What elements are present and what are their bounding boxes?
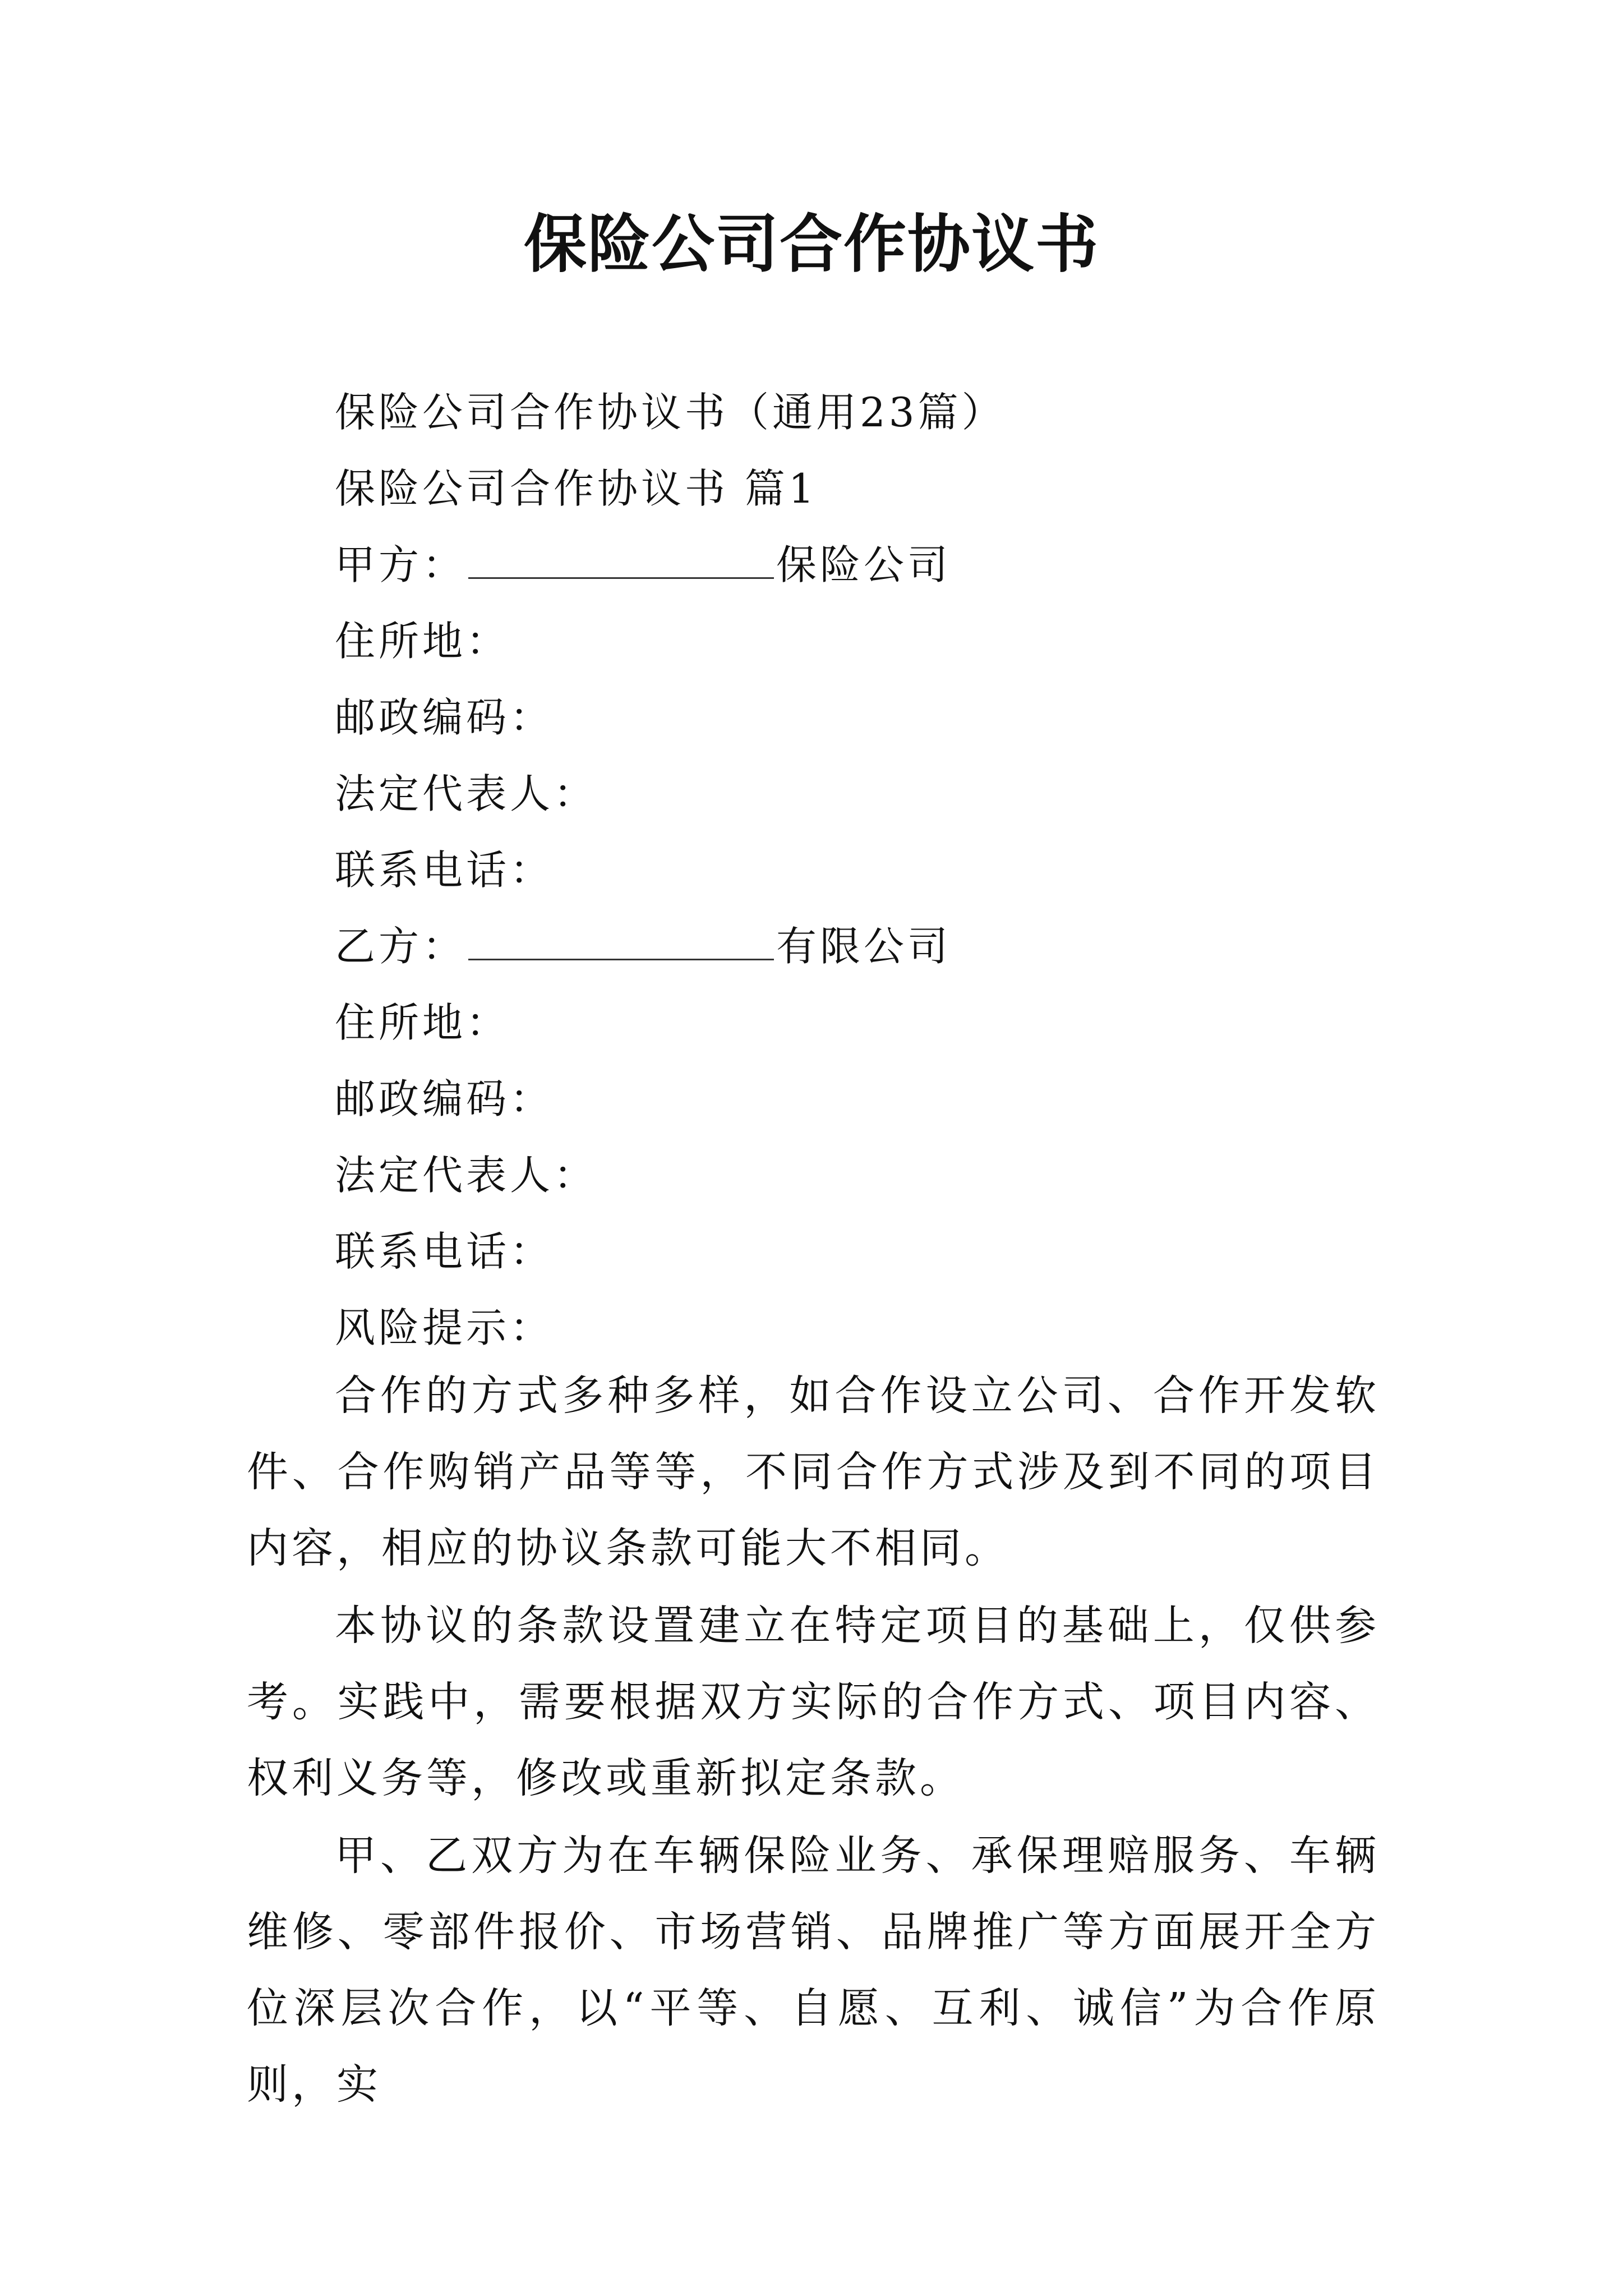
party-b-line <box>335 915 951 977</box>
party-a-line <box>335 534 951 596</box>
party-b-label: 乙方： <box>335 923 467 970</box>
risk-notice-heading: 风险提示： <box>335 1304 554 1351</box>
party-b-address: 住所地： <box>335 999 510 1046</box>
party-b-suffix: 有限公司 <box>776 923 952 970</box>
subtitle-line: 保险公司合作协议书（通用23篇） <box>335 389 1006 436</box>
party-a-suffix: 保险公司 <box>776 541 952 588</box>
party-a-name-blank <box>468 538 774 579</box>
party-b-postcode: 邮政编码： <box>335 1075 554 1122</box>
chapter-heading: 保险公司合作协议书 篇1 <box>335 465 818 512</box>
party-b-legal-representative: 法定代表人： <box>335 1152 598 1199</box>
party-a-address: 住所地： <box>335 618 510 665</box>
paragraph-cooperation-methods: 合作的方式多种多样，如合作设立公司、合作开发软件、合作购销产品等等，不同合作方式涉及到不同的项目内容，相应的协议条款可能大不相同。 <box>247 1372 1380 1572</box>
paragraph-cooperation-principles: 甲、乙双方为在车辆保险业务、承保理赔服务、车辆维修、零部件报价、市场营销、品牌推广等方面展开全方位深层次合作，以“平等、自愿、互利、诚信”为合作原则，实 <box>247 1832 1380 2109</box>
document-title: 保险公司合作协议书 <box>524 208 1099 281</box>
paragraph-terms-reference: 本协议的条款设置建立在特定项目的基础上，仅供参考。实践中，需要根据双方实际的合作方式、项目内容、权利义务等，修改或重新拟定条款。 <box>247 1602 1380 1802</box>
party-b-phone: 联系电话： <box>335 1228 554 1275</box>
party-b-name-blank <box>468 919 774 960</box>
party-a-phone: 联系电话： <box>335 846 554 894</box>
party-a-label: 甲方： <box>335 541 467 588</box>
party-a-postcode: 邮政编码： <box>335 694 554 741</box>
party-a-legal-representative: 法定代表人： <box>335 770 598 817</box>
